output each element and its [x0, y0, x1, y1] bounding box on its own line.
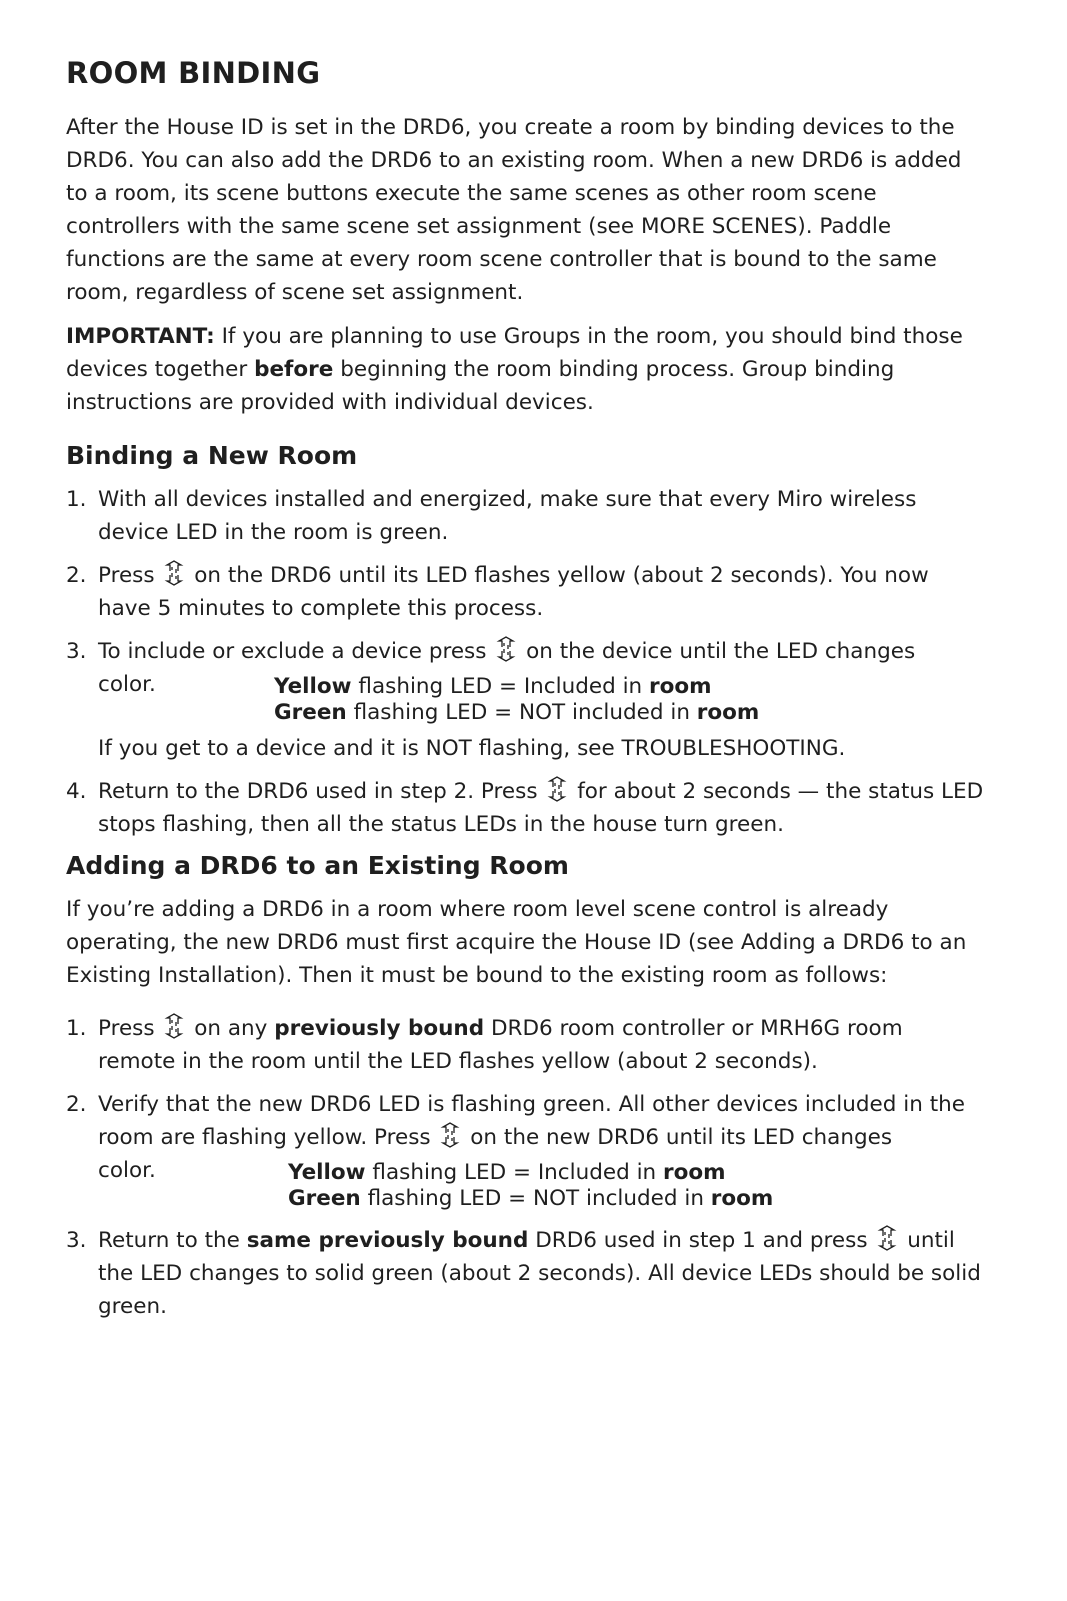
up-down-arrows-icon — [163, 560, 185, 586]
list-item: 3. To include or exclude a device press on the device until the LED changes color. Yellow flashing LED = Included in room Green flashing LED = NOT included in room If you get to a device and it is NOT flashing, see TROUBLESHOOTING. — [66, 635, 986, 765]
up-down-arrows-icon — [163, 1013, 185, 1039]
list-item: 2. Press on the DRD6 until its LED flashes yellow (about 2 seconds). You now have 5 minutes to complete this process. — [66, 559, 986, 625]
led-legend-row: color. Yellow flashing LED = Included in room Green flashing LED = NOT included in room — [98, 671, 760, 725]
up-down-arrows-icon — [876, 1225, 898, 1251]
up-down-arrows-icon — [495, 636, 517, 662]
list-item: 4. Return to the DRD6 used in step 2. Press for about 2 seconds — the status LED stops flashing, then all the status LEDs in the house turn green. — [66, 775, 986, 841]
intro-paragraph: After the House ID is set in the DRD6, you create a room by binding devices to the DRD6. You can also add the DRD6 to an existing room. When a new DRD6 is added to a room, its scene buttons execute the same scenes as other room scene controllers with the same scene set assignment (see MORE SCENES). Paddle functions are the same at every room scene controller that is bound to the same room, regardless of scene set assignment. — [66, 114, 962, 305]
list-item: 3. Return to the same previously bound DRD6 used in step 1 and press until the LED changes to solid green (about 2 seconds). All device LEDs should be solid green. — [66, 1224, 986, 1323]
important-paragraph: IMPORTANT: If you are planning to use Groups in the room, you should bind those devices together before beginning the room binding process. Group binding instructions are provided with individual devices. — [66, 323, 963, 415]
page-title: ROOM BINDING — [66, 56, 321, 90]
section-heading-existing-room: Adding a DRD6 to an Existing Room — [66, 850, 569, 880]
page — [66, 56, 986, 1333]
before-bold: before — [254, 356, 334, 382]
led-legend: Yellow flashing LED = Included in room Green flashing LED = NOT included in room — [288, 1159, 774, 1211]
led-legend: Yellow flashing LED = Included in room Green flashing LED = NOT included in room — [274, 673, 760, 725]
up-down-arrows-icon — [439, 1122, 461, 1148]
existing-room-steps — [66, 1012, 986, 1323]
existing-room-intro: If you’re adding a DRD6 in a room where room level scene control is already operating, the new DRD6 must first acquire the House ID (see Adding a DRD6 to an Existing Installation). Then it must be bound to the existing room as follows: — [66, 896, 967, 988]
list-item: 1. Press on any previously bound DRD6 room controller or MRH6G room remote in the room until the LED flashes yellow (about 2 seconds). — [66, 1012, 986, 1078]
up-down-arrows-icon — [546, 776, 568, 802]
list-item: 2. Verify that the new DRD6 LED is flashing green. All other devices included in the room are flashing yellow. Press on the new DRD6 until its LED changes color. Yellow flashing LED = Included in room Green flashing LED = NOT included in room — [66, 1088, 986, 1214]
important-label: IMPORTANT: — [66, 323, 215, 349]
section-heading-new-room: Binding a New Room — [66, 440, 358, 470]
list-item: 1. With all devices installed and energized, make sure that every Miro wireless device LED in the room is green. — [66, 486, 917, 545]
led-legend-row: color. Yellow flashing LED = Included in room Green flashing LED = NOT included in room — [98, 1157, 774, 1211]
new-room-steps — [66, 483, 986, 841]
troubleshooting-note: If you get to a device and it is NOT flashing, see TROUBLESHOOTING. — [98, 735, 846, 761]
